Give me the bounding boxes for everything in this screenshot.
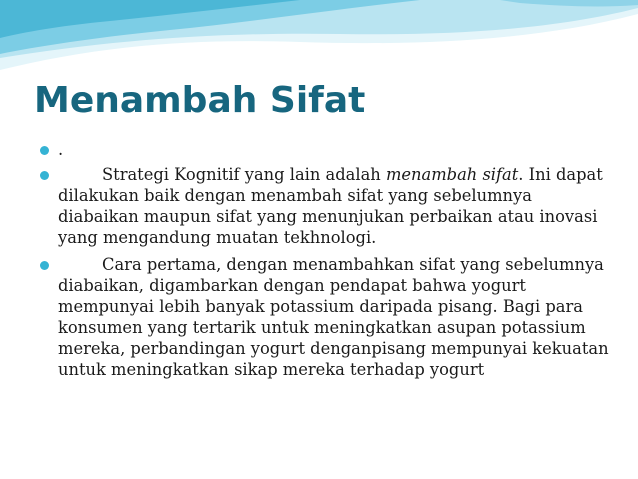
emphasis-text: menambah sifat (385, 165, 519, 184)
bullet-dot-icon (40, 261, 49, 270)
bullet-text: Strategi Kognitif yang lain adalah (102, 165, 386, 184)
bullet-paragraph (58, 164, 610, 248)
header-wave-decoration (0, 0, 638, 75)
list-item (40, 164, 610, 248)
bullet-text: . Ini dapat dilakukan baik dengan menambah sifat yang sebelumnya diabaikan maupun sifat yang menunjukan perbaikan atau inovasi yang mengandung muatan tekhnologi. (58, 165, 603, 247)
slide-title: Menambah Sifat (34, 80, 366, 121)
bullet-text: . (58, 140, 64, 159)
bullet-dot-icon (40, 171, 49, 180)
bullet-list (40, 138, 610, 380)
list-item (40, 138, 610, 162)
list-item (40, 254, 610, 380)
bullet-text: Cara pertama, dengan menambahkan sifat yang sebelumnya diabaikan, digambarkan dengan pendapat bahwa yogurt mempunyai lebih banyak potassium daripada pisang. Bagi para konsumen yang tertarik untuk meningkatkan asupan potassium mereka, perbandingan yogurt denganpisang mempunyai kekuatan untuk meningkatkan sikap mereka terhadap yogurt (58, 255, 609, 379)
bullet-paragraph (58, 254, 610, 380)
bullet-dot-icon (40, 146, 49, 155)
